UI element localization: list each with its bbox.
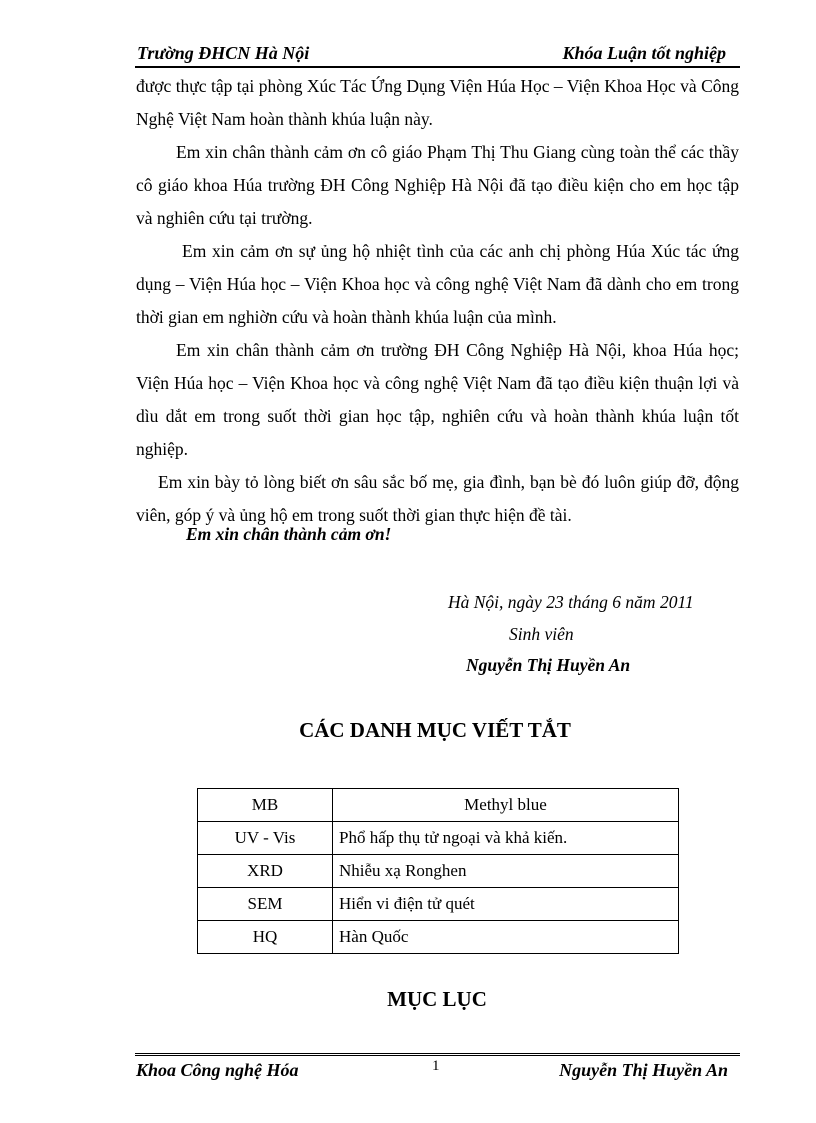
meaning-cell: Nhiễu xạ Ronghen (333, 855, 679, 888)
paragraph: Em xin chân thành cảm ơn trường ĐH Công Nghiệp Hà Nội, khoa Húa học; Viện Húa học – Viện Khoa học và công nghệ Việt Nam đã tạo điều kiện thuận lợi và dìu dắt em trong suốt thời gian học tập, nghiên cứu và hoàn thành khúa luận tốt nghiệp. (136, 340, 739, 459)
footer-author: Nguyễn Thị Huyền An (559, 1060, 728, 1080)
page-footer (135, 1053, 740, 1086)
abbr-cell: UV - Vis (198, 822, 333, 855)
page-header (135, 42, 740, 68)
abbr-cell: MB (198, 789, 333, 822)
table-row (198, 921, 679, 954)
abbreviations-title: CÁC DANH MỤC VIẾT TẮT (299, 718, 571, 742)
table-row (198, 822, 679, 855)
abbr-cell: HQ (198, 921, 333, 954)
paragraph: Em xin cảm ơn sự ủng hộ nhiệt tình của các anh chị phòng Húa Xúc tác ứng dụng – Viện Húa học – Viện Khoa học và công nghệ Việt Nam đã dành cho em trong thời gian em nghiờn cứu và hoàn thành khúa luận của mình. (136, 241, 739, 327)
meaning-cell: Hiển vi điện tử quét (333, 888, 679, 921)
meaning-cell: Hàn Quốc (333, 921, 679, 954)
thanks-line: Em xin chân thành cảm ơn! (186, 524, 392, 544)
paragraph: Em xin bày tỏ lòng biết ơn sâu sắc bố mẹ, gia đình, bạn bè đó luôn giúp đỡ, động viên, góp ý và ủng hộ em trong suốt thời gian thực hiện đề tài. (136, 472, 739, 525)
signature-name: Nguyễn Thị Huyền An (466, 655, 631, 675)
paragraph: được thực tập tại phòng Xúc Tác Ứng Dụng Viện Húa Học – Viện Khoa Học và Công Nghệ Việt Nam hoàn thành khúa luận này. (136, 76, 739, 129)
page-number: 1 (432, 1058, 440, 1074)
header-doc-type: Khóa Luận tốt nghiệp (562, 43, 726, 63)
table-row (198, 855, 679, 888)
meaning-cell: Methyl blue (333, 789, 679, 822)
header-school: Trường ĐHCN Hà Nội (137, 43, 310, 63)
table-row (198, 888, 679, 921)
abbreviations-table (197, 788, 679, 954)
acknowledgement-body (136, 70, 739, 532)
signature-role: Sinh viên (509, 624, 574, 644)
toc-title: MỤC LỤC (387, 987, 487, 1011)
table-row (198, 789, 679, 822)
footer-faculty: Khoa Công nghệ Hóa (136, 1060, 299, 1080)
meaning-cell: Phổ hấp thụ tử ngoại và khả kiến. (333, 822, 679, 855)
abbr-cell: XRD (198, 855, 333, 888)
paragraph: Em xin chân thành cảm ơn cô giáo Phạm Thị Thu Giang cùng toàn thể các thầy cô giáo khoa Húa trường ĐH Công Nghiệp Hà Nội đã tạo điều kiện cho em học tập và nghiên cứu tại trường. (136, 142, 739, 228)
abbr-cell: SEM (198, 888, 333, 921)
signature-date: Hà Nội, ngày 23 tháng 6 năm 2011 (448, 592, 694, 612)
